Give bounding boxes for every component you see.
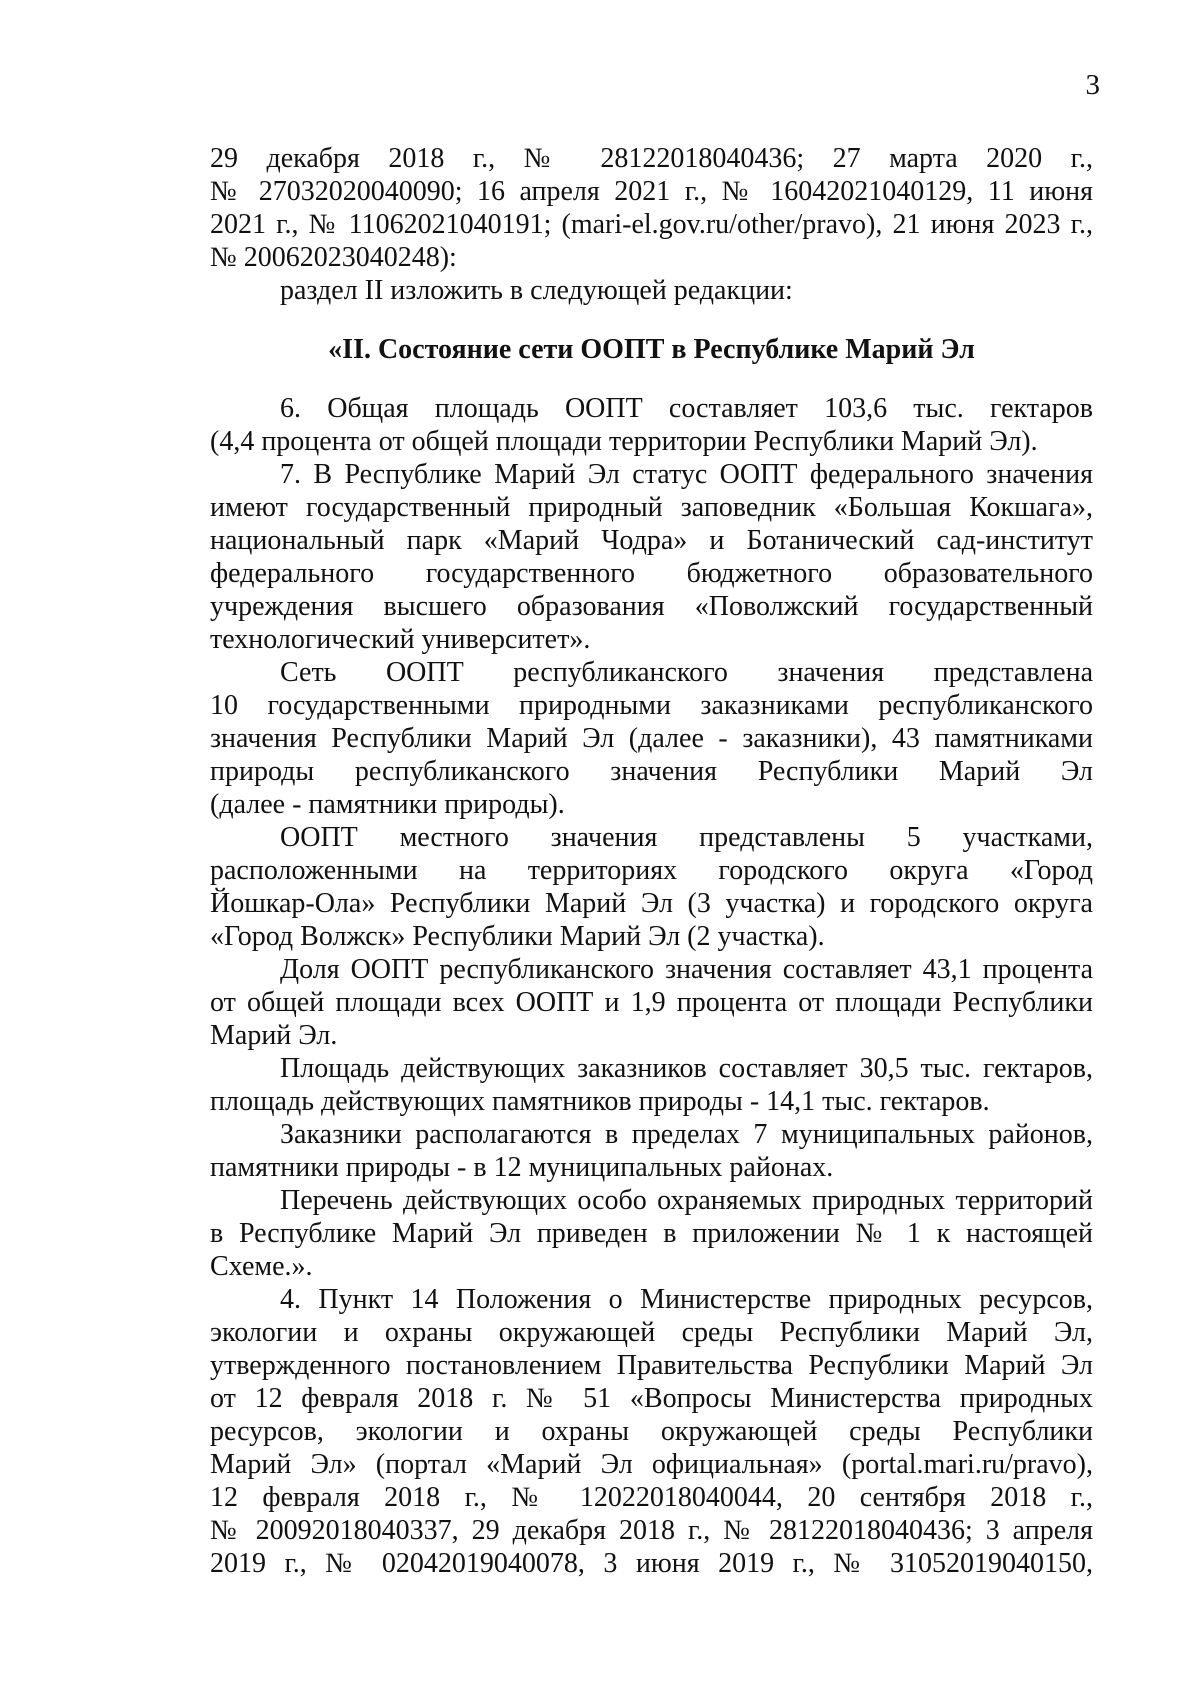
text-line: Сеть ООПТ республиканского значения представлена <box>280 657 1093 688</box>
text-line: от общей площади всех ООПТ и 1,9 процента от площади Республики <box>210 987 1093 1018</box>
text-block-after-heading <box>210 392 1093 1580</box>
page-number: 3 <box>1085 69 1100 101</box>
text-line: памятники природы - в 12 муниципальных районах. <box>210 1152 834 1183</box>
text-line: Марий Эл. <box>210 1020 338 1051</box>
text-line: природы республиканского значения Республики Марий Эл <box>210 756 1093 787</box>
text-line: (далее - памятники природы). <box>210 789 565 820</box>
text-line: № 20062023040248): <box>210 242 457 273</box>
text-line: Заказники располагаются в пределах 7 муниципальных районов, <box>280 1119 1093 1150</box>
text-line: площадь действующих памятников природы - 14,1 тыс. гектаров. <box>210 1086 990 1117</box>
text-line: ресурсов, экологии и охраны окружающей среды Республики <box>210 1416 1093 1447</box>
section-heading: «II. Состояние сети ООПТ в Республике Марий Эл <box>328 334 975 365</box>
text-line: Йошкар-Ола» Республики Марий Эл (3 участка) и городского округа <box>210 888 1093 919</box>
text-line: в Республике Марий Эл приведен в приложении № 1 к настоящей <box>210 1218 1093 1249</box>
text-line: 2019 г., № 02042019040078, 3 июня 2019 г., № 31052019040150, <box>210 1548 1093 1579</box>
text-line: Перечень действующих особо охраняемых природных территорий <box>280 1185 1093 1216</box>
text-line: № 27032020040090; 16 апреля 2021 г., № 16042021040129, 11 июня <box>210 176 1093 207</box>
text-line: утвержденного постановлением Правительства Республики Марий Эл <box>210 1350 1093 1381</box>
text-line: Схеме.». <box>210 1251 313 1282</box>
text-line: 6. Общая площадь ООПТ составляет 103,6 тыс. гектаров <box>280 393 1093 424</box>
text-line: от 12 февраля 2018 г. № 51 «Вопросы Министерства природных <box>210 1383 1093 1414</box>
text-line: Площадь действующих заказников составляет 30,5 тыс. гектаров, <box>280 1053 1093 1084</box>
text-line: 7. В Республике Марий Эл статус ООПТ федерального значения <box>280 459 1093 490</box>
text-line: Марий Эл» (портал «Марий Эл официальная» (portal.mari.ru/pravo), <box>210 1449 1093 1480</box>
text-line: ООПТ местного значения представлены 5 участками, <box>280 822 1093 853</box>
text-line: 29 декабря 2018 г., № 28122018040436; 27 марта 2020 г., <box>210 143 1093 174</box>
text-line: Доля ООПТ республиканского значения составляет 43,1 процента <box>280 954 1093 985</box>
text-line: национальный парк «Марий Чодра» и Ботанический сад-институт <box>210 525 1093 556</box>
text-line: 4. Пункт 14 Положения о Министерстве природных ресурсов, <box>280 1284 1093 1315</box>
text-line: раздел II изложить в следующей редакции: <box>280 275 793 306</box>
text-block-before-heading <box>210 142 1093 307</box>
text-line: учреждения высшего образования «Поволжский государственный <box>210 591 1093 622</box>
text-line: «Город Волжск» Республики Марий Эл (2 участка). <box>210 921 825 952</box>
text-line: значения Республики Марий Эл (далее - заказники), 43 памятниками <box>210 723 1093 754</box>
text-line: 10 государственными природными заказниками республиканского <box>210 690 1093 721</box>
text-line: федерального государственного бюджетного образовательного <box>210 558 1093 589</box>
text-line: технологический университет». <box>210 624 591 655</box>
text-line: 2021 г., № 11062021040191; (mari-el.gov.ru/other/pravo), 21 июня 2023 г., <box>210 209 1093 240</box>
text-line: (4,4 процента от общей площади территории Республики Марий Эл). <box>210 426 1038 457</box>
text-line: экологии и охраны окружающей среды Республики Марий Эл, <box>210 1317 1093 1348</box>
text-line: расположенными на территориях городского округа «Город <box>210 855 1093 886</box>
document-body <box>210 142 1093 1580</box>
text-line: имеют государственный природный заповедник «Большая Кокшага», <box>210 492 1093 523</box>
text-line: № 20092018040337, 29 декабря 2018 г., № 28122018040436; 3 апреля <box>210 1515 1093 1546</box>
text-line: 12 февраля 2018 г., № 12022018040044, 20 сентября 2018 г., <box>210 1482 1093 1513</box>
